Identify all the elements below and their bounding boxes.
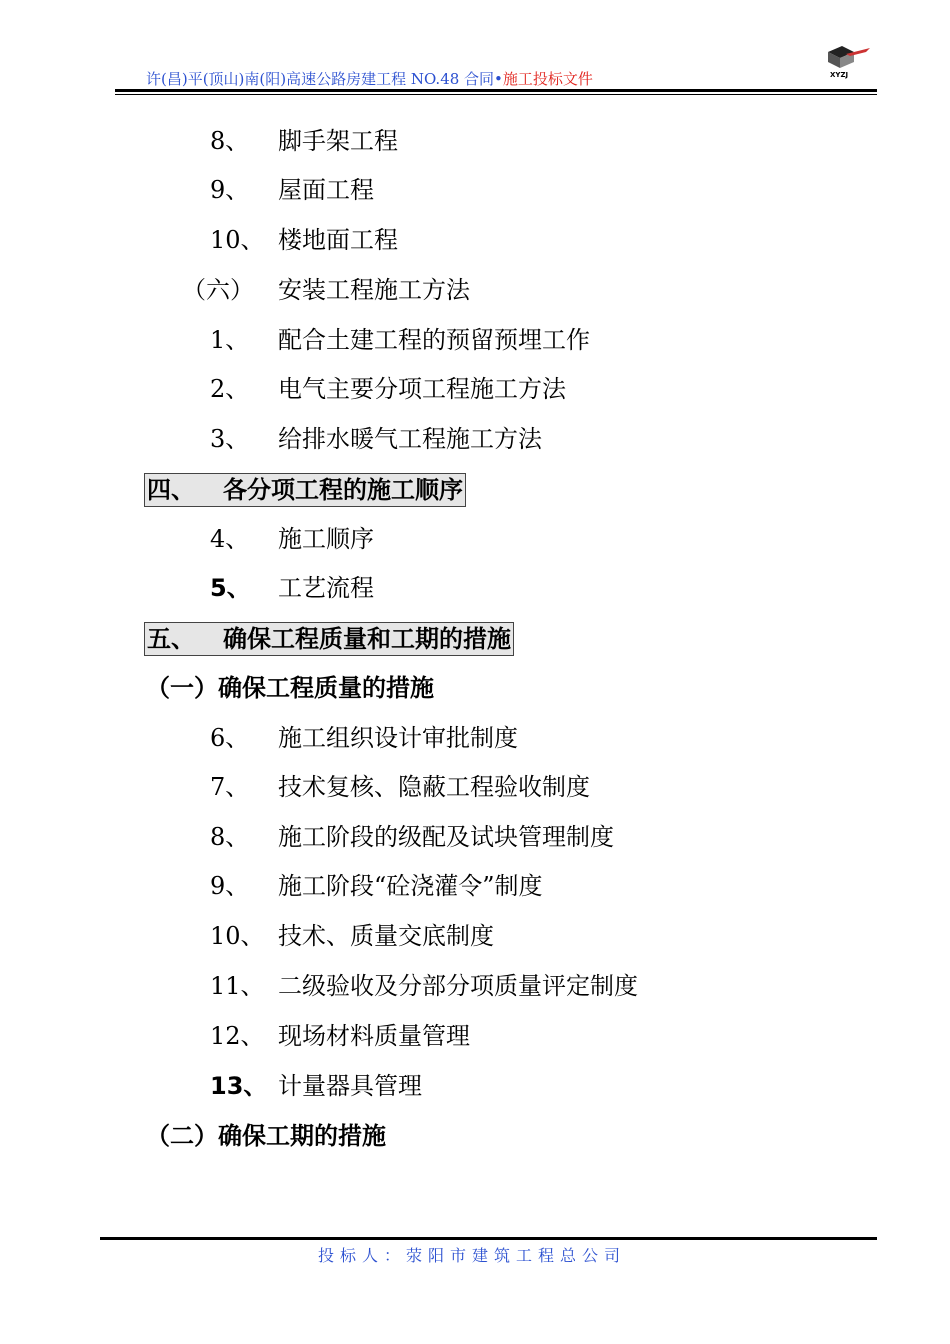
item-text: 施工顺序 — [278, 525, 374, 553]
header-rule — [115, 89, 877, 92]
footer-rule — [100, 1237, 877, 1240]
list-item — [0, 424, 950, 454]
list-item — [0, 723, 950, 753]
item-text: 二级验收及分部分项质量评定制度 — [278, 972, 638, 1000]
section-heading-4 — [144, 473, 466, 507]
section-title: 确保工程质量和工期的措施 — [223, 625, 511, 653]
list-item — [0, 822, 950, 852]
item-text: 技术、质量交底制度 — [278, 922, 494, 950]
item-number: （六） — [182, 276, 254, 304]
item-number: 1、 — [210, 326, 250, 354]
subsection-heading: （二）确保工期的措施 — [146, 1122, 386, 1150]
item-number: 8、 — [210, 823, 250, 851]
item-number: 11、 — [210, 972, 265, 1000]
section-number: 五、 — [147, 625, 195, 653]
item-text: 安装工程施工方法 — [278, 276, 470, 304]
section-number: 四、 — [147, 476, 195, 504]
section-title: 各分项工程的施工顺序 — [223, 476, 463, 504]
list-item — [0, 126, 950, 156]
item-number: 2、 — [210, 375, 250, 403]
item-text: 给排水暖气工程施工方法 — [278, 425, 542, 453]
item-text: 计量器具管理 — [278, 1072, 422, 1100]
section-heading-5 — [144, 622, 514, 656]
page-header-title — [146, 68, 593, 89]
item-text: 现场材料质量管理 — [278, 1022, 470, 1050]
item-number: 4、 — [210, 525, 250, 553]
item-number: 7、 — [210, 773, 250, 801]
item-text: 屋面工程 — [278, 176, 374, 204]
item-text: 楼地面工程 — [278, 226, 398, 254]
item-number: 13、 — [210, 1072, 268, 1100]
list-item — [0, 374, 950, 404]
item-number: 10、 — [210, 226, 265, 254]
list-item — [0, 573, 950, 603]
list-item — [0, 325, 950, 355]
subsection-heading: （一）确保工程质量的措施 — [146, 674, 434, 702]
item-text: 施工阶段的级配及试块管理制度 — [278, 823, 614, 851]
item-text: 施工阶段“砼浇灌令”制度 — [278, 872, 543, 900]
list-item — [0, 524, 950, 554]
list-item — [0, 1021, 950, 1051]
item-number: 10、 — [210, 922, 265, 950]
item-text: 技术复核、隐蔽工程验收制度 — [278, 773, 590, 801]
header-rule-thin — [115, 94, 877, 95]
list-item — [0, 971, 950, 1001]
list-item — [0, 225, 950, 255]
item-text: 工艺流程 — [278, 574, 374, 602]
item-text: 脚手架工程 — [278, 127, 398, 155]
list-item — [0, 772, 950, 802]
item-text: 配合土建工程的预留预埋工作 — [278, 326, 590, 354]
list-item — [0, 871, 950, 901]
item-number: 9、 — [210, 176, 250, 204]
item-text: 施工组织设计审批制度 — [278, 724, 518, 752]
company-logo-icon — [822, 44, 872, 80]
list-item — [0, 175, 950, 205]
item-text: 电气主要分项工程施工方法 — [278, 375, 566, 403]
item-number: 8、 — [210, 127, 250, 155]
list-item — [0, 1071, 950, 1101]
logo-text: XYZJ — [830, 71, 849, 79]
list-item — [0, 921, 950, 951]
item-number: 12、 — [210, 1022, 265, 1050]
header-project-name: 许(昌)平(顶山)南(阳)高速公路房建工程 NO.48 合同• — [146, 70, 503, 88]
item-number: 5、 — [210, 574, 251, 602]
header-document-type: 施工投标文件 — [502, 70, 593, 88]
item-number: 3、 — [210, 425, 250, 453]
list-item — [0, 275, 950, 305]
item-number: 6、 — [210, 724, 250, 752]
footer-bidder: 投标人：荥阳市建筑工程总公司 — [318, 1246, 627, 1265]
item-number: 9、 — [210, 872, 250, 900]
